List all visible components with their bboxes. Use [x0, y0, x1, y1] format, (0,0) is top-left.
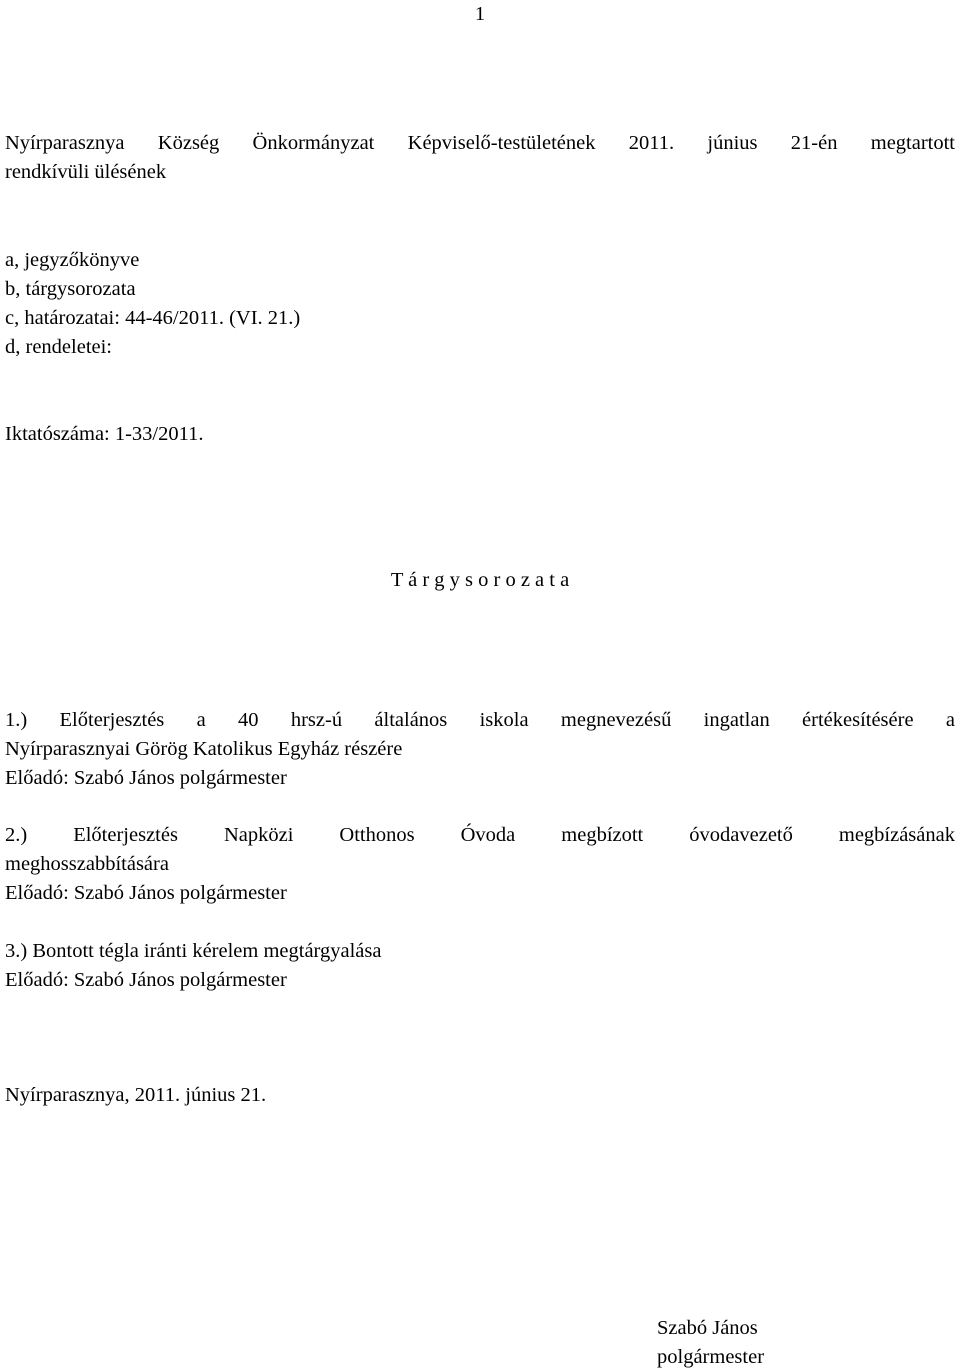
document-header: [5, 129, 955, 187]
agenda-item-1-presenter: Előadó: Szabó János polgármester: [5, 767, 287, 789]
header-line-1: Nyírparasznya Község Önkormányzat Képviselő-testületének 2011. június 21-én megtartott: [5, 132, 955, 154]
contents-item-decrees: d, rendeletei:: [5, 336, 113, 358]
reference-number-text: Iktatószáma: 1-33/2011.: [5, 423, 204, 445]
agenda-item-2-presenter: Előadó: Szabó János polgármester: [5, 882, 287, 904]
contents-list: [5, 246, 955, 362]
agenda-item-1-line-1: 1.) Előterjesztés a 40 hrsz-ú általános iskola megnevezésű ingatlan értékesítésére a: [5, 709, 955, 731]
reference-number: [5, 420, 955, 449]
agenda-item-3-presenter: Előadó: Szabó János polgármester: [5, 969, 287, 991]
signature-role: polgármester: [657, 1346, 765, 1368]
agenda-item-3-line-1: 3.) Bontott tégla iránti kérelem megtárgyalása: [5, 940, 382, 962]
signature-name: Szabó János: [657, 1317, 758, 1339]
agenda-item-1-line-2: Nyírparasznyai Görög Katolikus Egyház részére: [5, 738, 403, 760]
contents-item-resolutions: c, határozatai: 44-46/2011. (VI. 21.): [5, 307, 301, 329]
agenda-item-2-line-1: 2.) Előterjesztés Napközi Otthonos Óvoda megbízott óvodavezető megbízásának: [5, 824, 955, 846]
agenda-item-2-line-2: meghosszabbítására: [5, 853, 169, 875]
agenda-item-1: [5, 706, 955, 793]
place-and-date: [5, 1081, 955, 1110]
contents-item-agenda: b, tárgysorozata: [5, 278, 136, 300]
signature-block: [657, 1314, 764, 1372]
place-and-date-text: Nyírparasznya, 2011. június 21.: [5, 1084, 267, 1106]
agenda-title: T á r g y s o r o z a t a: [390, 569, 570, 591]
header-line-2: rendkívüli ülésének: [5, 161, 167, 183]
contents-item-minutes: a, jegyzőkönyve: [5, 249, 140, 271]
agenda-item-3: [5, 937, 955, 995]
agenda-item-2: [5, 821, 955, 908]
page-number: 1: [474, 3, 486, 25]
